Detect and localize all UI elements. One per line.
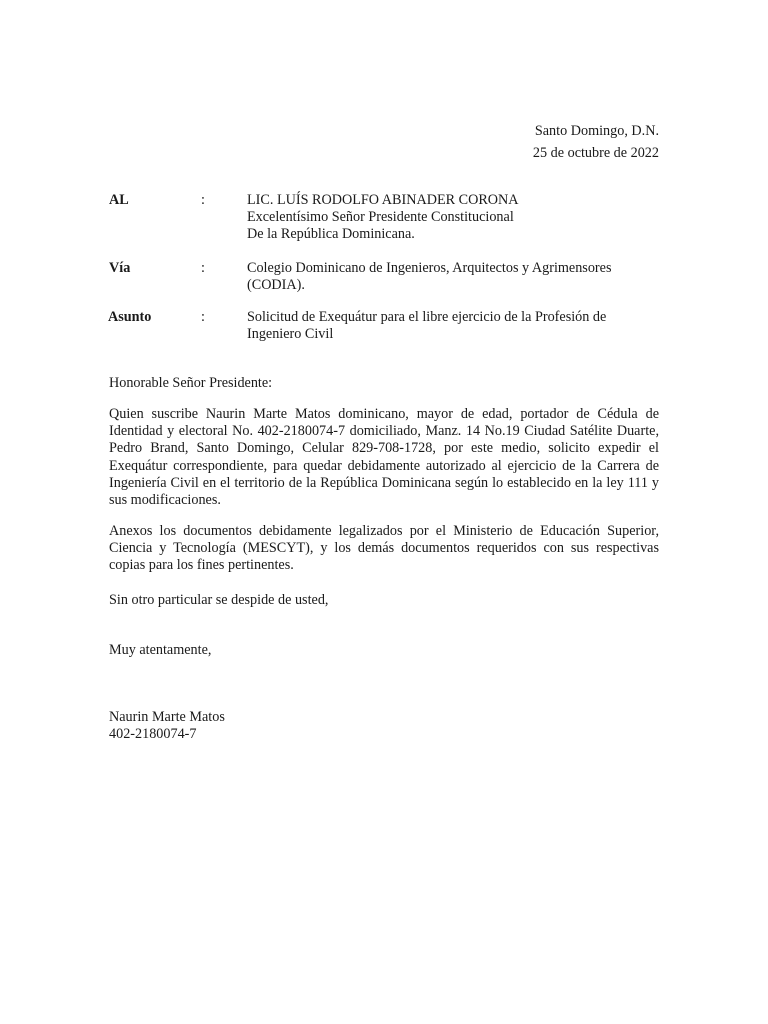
recipient-name: LIC. LUÍS RODOLFO ABINADER CORONA [247, 192, 519, 208]
closing: Muy atentamente, [109, 642, 212, 658]
signature-block [109, 709, 225, 743]
subject-value: Solicitud de Exequátur para el libre ejercicio de la Profesión de Ingeniero Civil [247, 309, 607, 342]
place-line: Santo Domingo, D.N. [534, 123, 659, 139]
signature-id: 402-2180074-7 [109, 726, 197, 742]
recipient-colon: : [201, 192, 205, 208]
body-paragraph-request: Quien suscribe Naurin Marte Matos dominicano, mayor de edad, portador de Cédula de Identidad y electoral No. 402-2180074-7 domiciliado, Manz. 14 No.19 Ciudad Satélite Duarte, Pedro Brand, Santo Domingo, Celular 829-708-1728, por este medio, solicito expedir el Exequátur correspondiente, para quedar debidamente autorizado al ejercicio de la Carrera de Ingeniería Civil en el territorio de la República Dominicana según lo establecido en la ley 111 y sus modificaciones. [109, 406, 659, 509]
date-line: 25 de octubre de 2022 [532, 145, 659, 161]
salutation: Honorable Señor Presidente: [109, 375, 273, 391]
via-colon: : [201, 260, 205, 276]
signature-name: Naurin Marte Matos [109, 709, 225, 725]
recipient-country: De la República Dominicana. [247, 226, 415, 242]
recipient-title: Excelentísimo Señor Presidente Constitucional [247, 209, 514, 225]
body-paragraph-farewell: Sin otro particular se despide de usted, [109, 592, 329, 608]
date-block [533, 120, 659, 164]
via-label: Vía [109, 260, 131, 276]
recipient-value [247, 192, 661, 243]
body-paragraph-annexes: Anexos los documentos debidamente legalizados por el Ministerio de Educación Superior, Ciencia y Tecnología (MESCYT), y los demás documentos requeridos con sus respectivas copias para los fines pertinentes. [109, 523, 659, 574]
subject-colon: : [201, 309, 205, 325]
recipient-label: AL [109, 192, 129, 208]
via-value: Colegio Dominicano de Ingenieros, Arquitectos y Agrimensores (CODIA). [247, 260, 612, 293]
subject-label: Asunto [108, 309, 152, 325]
